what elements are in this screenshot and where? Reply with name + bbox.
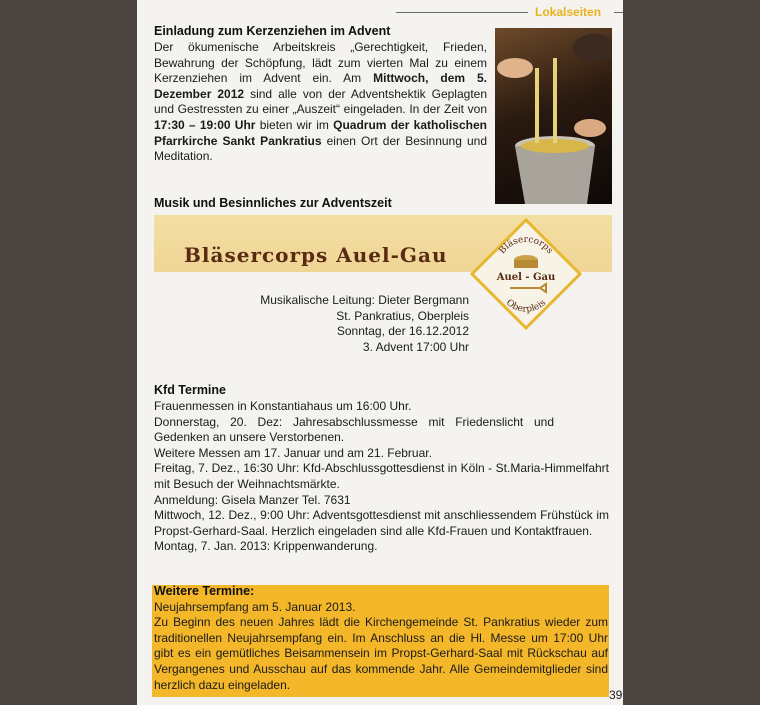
candle-dipping-photo [495,28,612,204]
kfd-item: Weitere Messen am 17. Januar und am 21. Februar. [154,445,432,460]
kfd-item: Freitag, 7. Dez., 16:30 Uhr: Kfd-Abschlussgottesdienst in Köln - St.Maria-Himmelfahrt mit Besuch der Weihnachtsmärkte. [154,461,609,491]
blaesercorps-logo [470,218,582,330]
kfd-item: Mittwoch, 12. Dez., 9:00 Uhr: Adventsgottesdienst mit anschliessendem Frühstück im Propst-Gerhard-Saal. Herzlich eingeladen sind alle Kfd-Frauen und Kontaktfrauen. [154,508,609,538]
banner-title: Bläsercorps Auel-Gau [184,243,448,267]
weitere-termine-content [154,584,608,693]
kfd-list [154,399,609,555]
weitere-termine-title: Weitere Termine: [154,584,255,598]
weitere-termine-body: Zu Beginn des neuen Jahres lädt die Kirchengemeinde St. Pankratius wieder zum traditionellen Neujahrsempfang ein. Im Anschluss an die Hl. Messe um 17:00 Uhr gibt es ein gemütliches Beisammensein im Propst-Gerhard-Saal mit Rückschau auf Vergangenes und Ausschau auf das kommende Jahr. Alle Gemeindemitglieder sind herzlich dazu eingeladen. [154,615,608,692]
article-kerzenziehen-title: Einladung zum Kerzenziehen im Advent [154,24,391,38]
music-detail-line: St. Pankratius, Oberpleis [336,308,469,323]
music-detail-line: 3. Advent 17:00 Uhr [362,339,469,354]
logo-text-middle: Auel - Gau [496,272,556,283]
article-musik-title: Musik und Besinnliches zur Adventszeit [154,196,392,210]
logo-text-bottom: Oberpleis [504,297,549,315]
music-detail-line: Sonntag, der 16.12.2012 [336,324,469,339]
kfd-title: Kfd Termine [154,383,226,397]
kfd-item: Frauenmessen in Konstantiahaus um 16:00 Uhr. [154,399,412,413]
page-number: 39 [609,688,623,702]
kfd-item: Anmeldung: Gisela Manzer Tel. 7631 [154,492,351,507]
header-rule-end [614,12,623,13]
kfd-item: Montag, 7. Jan. 2013: Krippenwanderung. [154,539,378,554]
kfd-item: Donnerstag, 20. Dez: Jahresabschlussmesse mit Friedenslicht und Gedenken an unsere Verstorbenen. [154,414,554,445]
section-tag: Lokalseiten [535,5,602,19]
header-rule [396,12,528,13]
music-details [230,293,469,355]
article-kerzenziehen-body: Der ökumenische Arbeitskreis „Gerechtigkeit, Frieden, Bewahrung der Schöpfung, lädt zum vierten Mal zu einem Kerzenziehen im Advent ein. Am Mittwoch, dem 5. Dezember 2012 sind alle von der Adventshektik Geplagten und Gestressten zu einer „Auszeit“ eingeladen. In der Zeit von 17:30 – 19:00 Uhr bieten wir im Quadrum der katholischen Pfarrkirche Sankt Pankratius einen Ort der Besinnung und Meditation. [154,40,488,164]
weitere-termine-first-line: Neujahrsempfang am 5. Januar 2013. [154,599,356,614]
music-detail-line: Musikalische Leitung: Dieter Bergmann [260,293,469,307]
logo-text-top: Bläsercorps [497,234,555,257]
